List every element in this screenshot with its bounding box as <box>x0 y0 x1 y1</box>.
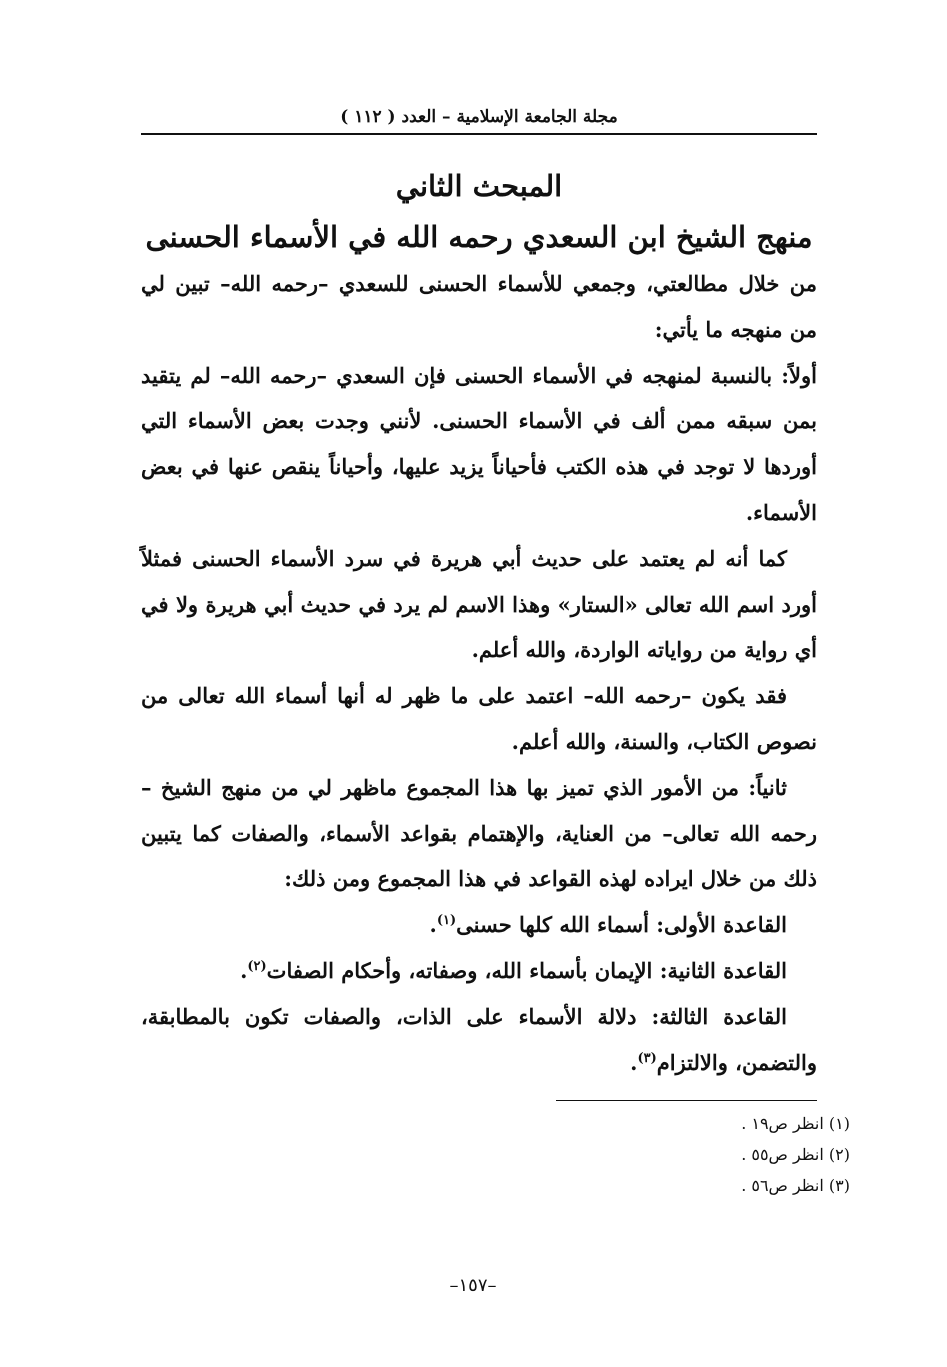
footnote-item: (١) انظر ص١٩ . <box>741 1114 850 1133</box>
footnote-item: (٣) انظر ص٥٦ . <box>741 1176 850 1195</box>
body-text <box>141 261 817 1085</box>
footnote-ref-2: (٢) <box>247 958 267 974</box>
rule-two-label: القاعدة الثانية: <box>659 957 787 983</box>
rule-two <box>141 948 817 994</box>
paragraph-first: أولاً: بالنسبة لمنهجه في الأسماء الحسنى فإن السعدي –رحمه الله– لم يتقيد بمن سبقه ممن ألف في الأسماء الحسنى. لأنني وجدت بعض الأسماء التي أوردها لا توجد في هذه الكتب فأحياناً يزيد عليها، وأحياناً ينقص عنها في بعض الأسماء. <box>141 362 817 525</box>
rule-two-end: . <box>240 957 248 983</box>
intro-paragraph: من خلال مطالعتي، وجمعي للأسماء الحسنى للسعدي –رحمه الله– تبين لي من منهجه ما يأتي: <box>141 271 817 342</box>
footnote-ref-3: (٣) <box>637 1050 657 1066</box>
rule-three <box>141 994 817 1086</box>
rule-three-text: دلالة الأسماء على الذات، والصفات تكون بالمطابقة، والتضمن، والالتزام <box>141 1003 817 1075</box>
paragraph-fourth: ثانياً: من الأمور الذي تميز بها هذا المجموع ماظهر لي من منهج الشيخ –رحمه الله تعالى– من العناية، والإهتمام بقواعد الأسماء، والصفات كما يتبين ذلك من خلال ايراده لهذه القواعد في هذا المجموع ومن ذلك: <box>141 774 817 892</box>
paragraph-second: كما أنه لم يعتمد على حديث أبي هريرة في سرد الأسماء الحسنى فمثلاً أورد اسم الله تعالى «الستار» وهذا الاسم لم يرد في حديث أبي هريرة ولا في أي رواية من رواياته الواردة، والله أعلم. <box>141 545 817 663</box>
header-divider <box>141 133 817 135</box>
footnote-item: (٢) انظر ص٥٥ . <box>741 1145 850 1164</box>
footnotes <box>556 1108 850 1201</box>
rule-one-end: . <box>429 912 437 938</box>
rule-one <box>141 902 817 948</box>
section-subtitle: منهج الشيخ ابن السعدي رحمه الله في الأسماء الحسنى <box>145 220 813 254</box>
rule-two-text: الإيمان بأسماء الله، وصفاته، وأحكام الصفات <box>266 957 653 983</box>
running-header: مجلة الجامعة الإسلامية – العدد ( ١١٢ ) <box>340 107 618 127</box>
footnote-ref-1: (١) <box>436 913 457 929</box>
rule-three-end: . <box>630 1049 638 1075</box>
rule-one-text: أسماء الله كلها حسنى <box>456 912 649 938</box>
section-title: المبحث الثاني <box>395 169 563 203</box>
page-number: –١٥٧– <box>449 1275 497 1296</box>
paragraph-third: فقد يكون –رحمه الله– اعتمد على ما ظهر له أنها أسماء الله تعالى من نصوص الكتاب، والسنة، والله أعلم. <box>141 683 817 754</box>
rule-three-label: القاعدة الثالثة: <box>651 1003 788 1029</box>
footnote-divider <box>556 1100 817 1101</box>
rule-one-label: القاعدة الأولى: <box>656 912 787 938</box>
